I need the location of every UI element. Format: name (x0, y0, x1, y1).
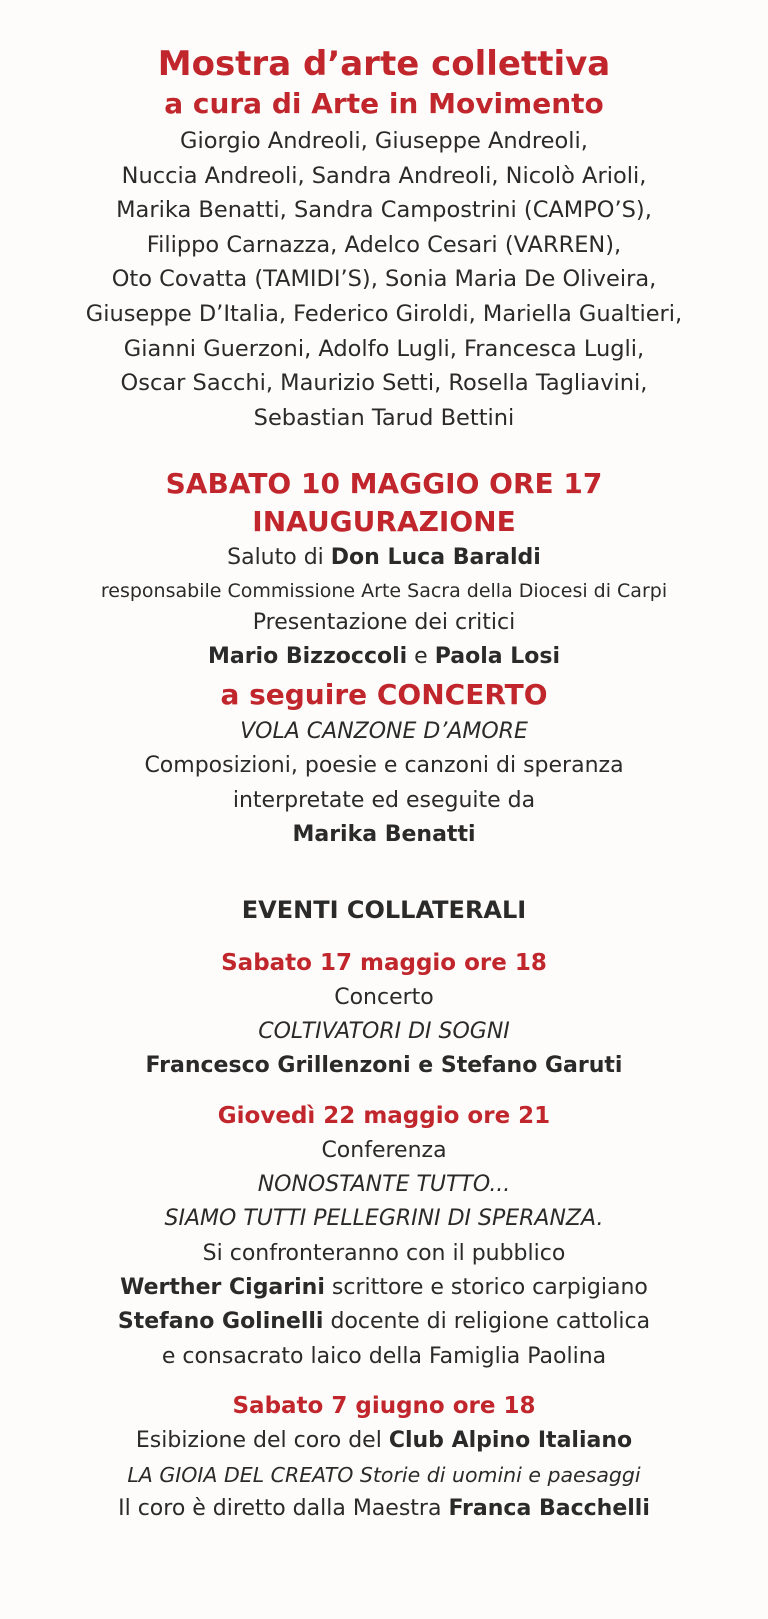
greeting-role: responsabile Commissione Arte Sacra della Diocesi di Carpi (100, 579, 668, 602)
director-line (0, 1492, 768, 1526)
speaker-role: docente di religione cattolica (323, 1309, 651, 1335)
speaker-name: Stefano Golinelli (117, 1309, 324, 1335)
event-date: Sabato 7 giugno ore 18 (232, 1392, 536, 1419)
exhibition-curator: a cura di Arte in Movimento (164, 87, 604, 120)
inauguration-date: SABATO 10 MAGGIO ORE 17 (165, 467, 603, 501)
event-type: Conferenza (321, 1137, 447, 1163)
choir-name: Club Alpino Italiano (388, 1427, 633, 1453)
critic-name: Mario Bizzoccoli (207, 644, 408, 670)
artists-line: Oscar Sacchi, Maurizio Setti, Rosella Tagliavini, (120, 370, 648, 397)
event-description (0, 1424, 768, 1458)
artists-line: Filippo Carnazza, Adelco Cesari (VARREN), (146, 231, 622, 258)
show-title: LA GIOIA DEL CREATO (127, 1463, 354, 1488)
concert-label: a seguire CONCERTO (220, 677, 548, 711)
concert-performer: Marika Benatti (292, 822, 476, 848)
greeting-line (0, 541, 768, 576)
exhibition-title: Mostra d’arte collettiva (157, 44, 611, 84)
artists-line: Giuseppe D’Italia, Federico Giroldi, Mariella Gualtieri, (85, 300, 683, 327)
event-description-prefix: Esibizione del coro del (135, 1427, 389, 1453)
greeting-prefix: Saluto di (227, 545, 331, 571)
critic-name: Paola Losi (434, 644, 561, 670)
director-name: Franca Bacchelli (448, 1496, 650, 1522)
director-prefix: Il coro è diretto dalla Maestra (118, 1496, 449, 1522)
concert-description: Composizioni, poesie e canzoni di speranza (144, 753, 624, 779)
speaker-line (0, 1305, 768, 1339)
artists-line: Sebastian Tarud Bettini (253, 404, 515, 431)
artists-line: Marika Benatti, Sandra Campostrini (CAMPO’S), (116, 197, 652, 224)
artists-line: Giorgio Andreoli, Giuseppe Andreoli, (180, 128, 588, 154)
event-title: NONOSTANTE TUTTO... (257, 1172, 511, 1198)
inauguration-label: INAUGURAZIONE (252, 505, 516, 539)
event-title: SIAMO TUTTI PELLEGRINI DI SPERANZA. (164, 1206, 604, 1232)
speaker-role-continued: e consacrato laico della Famiglia Paolina (161, 1343, 607, 1369)
artists-list (0, 124, 768, 435)
event-date: Giovedì 22 maggio ore 21 (217, 1102, 551, 1129)
speaker-line (0, 1271, 768, 1305)
greeting-name: Don Luca Baraldi (330, 545, 541, 571)
events-heading: EVENTI COLLATERALI (241, 895, 527, 924)
speaker-name: Werther Cigarini (120, 1274, 325, 1300)
artists-line: Gianni Guerzoni, Adolfo Lugli, Francesca Lugli, (123, 335, 645, 362)
event-date: Sabato 17 maggio ore 18 (221, 949, 547, 976)
critics-intro: Presentazione dei critici (252, 609, 516, 635)
show-title-line (0, 1458, 768, 1492)
event-type: Concerto (334, 984, 434, 1010)
event-title: COLTIVATORI DI SOGNI (258, 1019, 510, 1045)
concert-title: VOLA CANZONE D’AMORE (240, 718, 528, 744)
critics-line (0, 640, 768, 675)
artists-line: Nuccia Andreoli, Sandra Andreoli, Nicolò Arioli, (121, 162, 647, 189)
concert-description: interpretate ed eseguite da (232, 787, 536, 813)
show-subtitle: Storie di uomini e paesaggi (353, 1463, 641, 1488)
speaker-role: scrittore e storico carpigiano (324, 1274, 648, 1300)
artists-line: Oto Covatta (TAMIDI’S), Sonia Maria De Oliveira, (111, 266, 657, 293)
event-performers: Francesco Grillenzoni e Stefano Garuti (145, 1053, 623, 1079)
event-intro: Si confronteranno con il pubblico (202, 1240, 566, 1266)
critics-conjunction: e (407, 644, 435, 670)
